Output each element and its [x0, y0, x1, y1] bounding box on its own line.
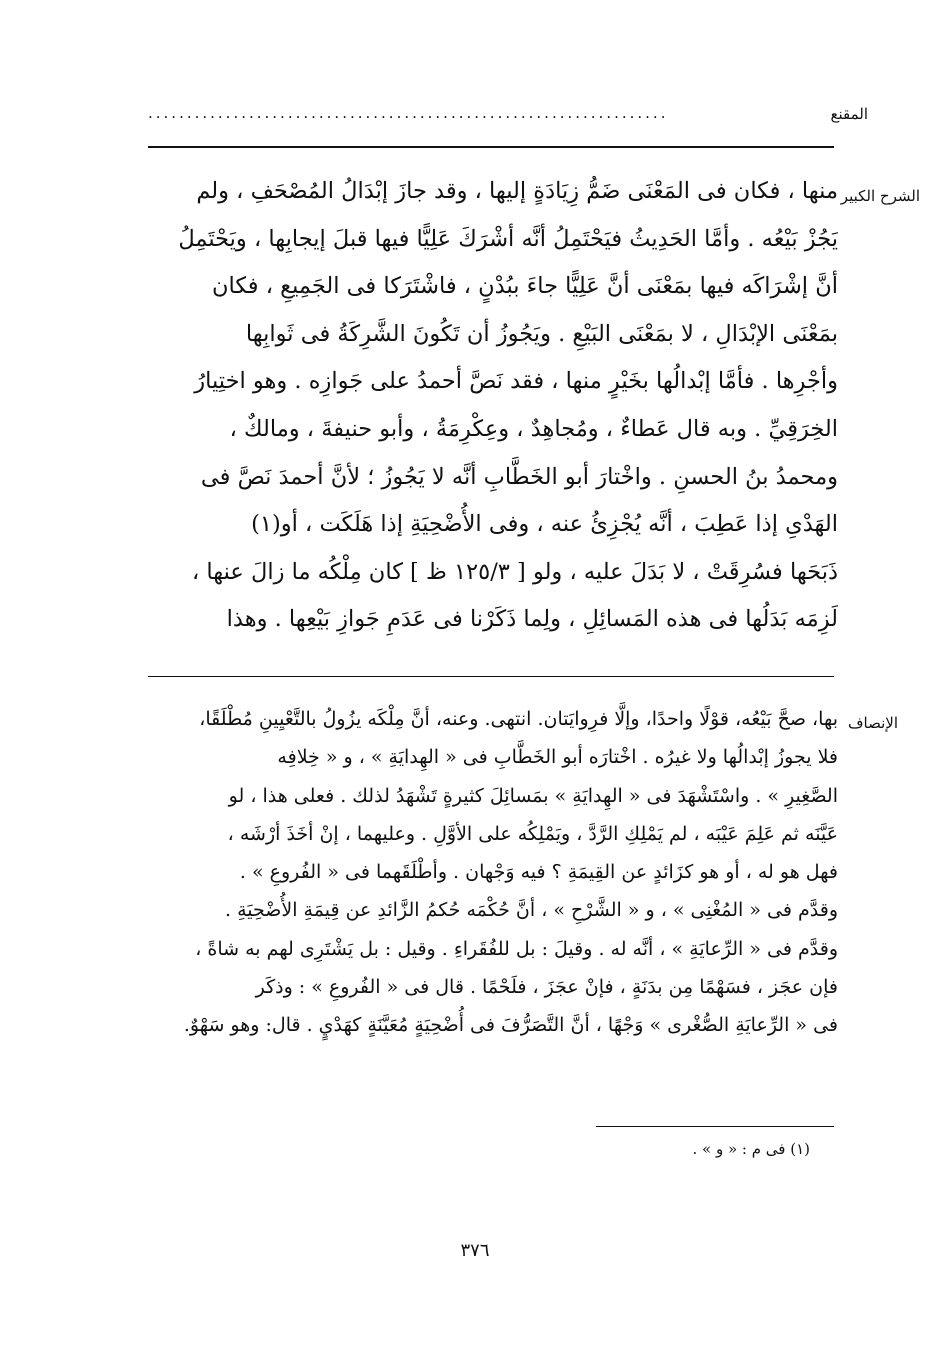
- text-line: منها ، فكان فى المَعْنَى ضَمُّ زِيَادَةٍ إليها ، وقد جازَ إبْدَالُ المُصْحَفِ ، ولم: [196, 178, 838, 204]
- header-rule: [148, 146, 834, 148]
- text-line: وقدَّم فى « الرِّعايَةِ » ، أنَّه له . وقيلَ : بل للفُقَراءِ . وقيل : بل يَشْتَرِى لهم به شاةً ،: [195, 937, 838, 960]
- section-divider-rule: [148, 676, 834, 677]
- section-label-sharh: الشرح الكبير: [840, 187, 920, 205]
- main-commentary-text: [148, 168, 838, 644]
- text-line: فلا يجوزُ إبْدالُها ولا غيرُه . اخْتارَه أبو الخَطَّابِ فى « الهِدايَةِ » ، و « خِلافِه: [277, 746, 838, 769]
- text-line: عَيَّنَه ثم عَلِمَ عَيْبَه ، لم يَمْلِكِ الرَّدَّ ، ويَمْلِكُه على الأوَّلِ . وعليهما ، إنْ أخَذَ أرْشَه ،: [227, 822, 838, 845]
- text-line: أنَّ إشْرَاكَه فيها بمَعْنَى أنَّ عَلِيًّا جاءَ ببُدْنٍ ، فاشْتَرَكا فى الجَمِيعِ ، فكان: [212, 273, 838, 300]
- insaf-commentary-text: [148, 700, 838, 1045]
- section-label-insaf: الإنصاف: [847, 714, 898, 732]
- text-line: فهل هو له ، أو هو كزَائدٍ عن القِيمَةِ ؟ فيه وَجْهان . وأطْلَقَهما فى « الفُروعِ » .: [239, 861, 838, 884]
- text-line: وأجْرِها . فأمَّا إبْدالُها بخَيْرٍ منها ، فقد نَصَّ أحمدُ على جَوازِه . وهو اختِيارُ: [194, 368, 838, 395]
- text-line: الصَّغِيرِ » . واسْتَشْهَدَ فى « الهِدايَةِ » بمَسائِلَ كثيرةٍ تَشْهَدُ لذلك . فعلى هذا ، لو: [228, 784, 838, 807]
- text-line: الهَدْىِ إذا عَطِبَ ، أنَّه يُجْزِئُ عنه ، وفى الأُضْحِيَةِ إذا هَلَكَت ، أو(١): [251, 511, 838, 538]
- text-line: الخِرَقِيِّ . وبه قال عَطاءٌ ، ومُجاهِدٌ ، وعِكْرِمَةُ ، وأبو حنيفةَ ، ومالكٌ ،: [229, 415, 838, 442]
- text-line: بها، صحَّ بَيْعُه، قوْلًا واحدًا، وإلَّا فرِوايَتان. انتهى. وعنه، أنَّ مِلْكَه يزُولُ بالتَّعْيِينِ مُطْلَقًا،: [199, 708, 838, 730]
- page-number: ٣٧٦: [460, 1240, 490, 1261]
- text-line: ومحمدُ بنُ الحسنِ . واخْتارَ أبو الخَطَّابِ أنَّه لا يَجُوزُ ؛ لأنَّ أحمدَ نَصَّ فى: [200, 463, 838, 490]
- text-line: فإن عجَز ، فسَهْمًا مِن بدَنَةٍ ، فإنْ عجَزَ ، فلَحْمًا . قال فى « الفُروعِ » : وذكَر: [255, 976, 838, 999]
- text-line: يَجُزْ بَيْعُه . وأمَّا الحَدِيثُ فيَحْتَمِلُ أنَّه أشْرَكَ عَلِيًّا فيها قبلَ إيجابِها ، ويَحْتَمِلُ: [178, 225, 838, 252]
- text-line: فى « الرِّعايَةِ الصُّغْرى » وَجْهًا ، أنَّ التَّصَرُّفَ فى أُضْحِيَةٍ مُعَيَّنَةٍ كهَدْيٍ . قال: وهو سَهْوٌ.: [183, 1014, 838, 1037]
- footnote: (١) فى م : « و » .: [692, 1140, 810, 1158]
- running-header-title: المقنع: [830, 105, 868, 123]
- text-line: وقدَّم فى « المُغْنِى » ، و « الشَّرْحِ » ، أنَّ حُكْمَه حُكمُ الزَّائدِ عن قِيمَةِ الأُضْحِيَةِ .: [225, 899, 838, 922]
- header-dotted-leader: ...................................................................: [148, 104, 669, 122]
- text-line: ذَبَحَها فسُرِقَتْ ، لا بَدَلَ عليه ، ولو [ ١٢٥/٣ ظ ] كان مِلْكُه ما زالَ عنها ،: [191, 558, 838, 585]
- footnote-rule: [596, 1126, 834, 1127]
- text-line: بمَعْنَى الإبْدَالِ ، لا بمَعْنَى البَيْعِ . ويَجُوزُ أن تَكُونَ الشَّرِكَةُ فى ثَوابِها: [245, 320, 838, 347]
- text-line: لَزِمَه بَدَلُها فى هذه المَسائِلِ ، ولِما ذَكَرْنا فى عَدَمِ جَوازِ بَيْعِها . وهذا: [226, 606, 838, 633]
